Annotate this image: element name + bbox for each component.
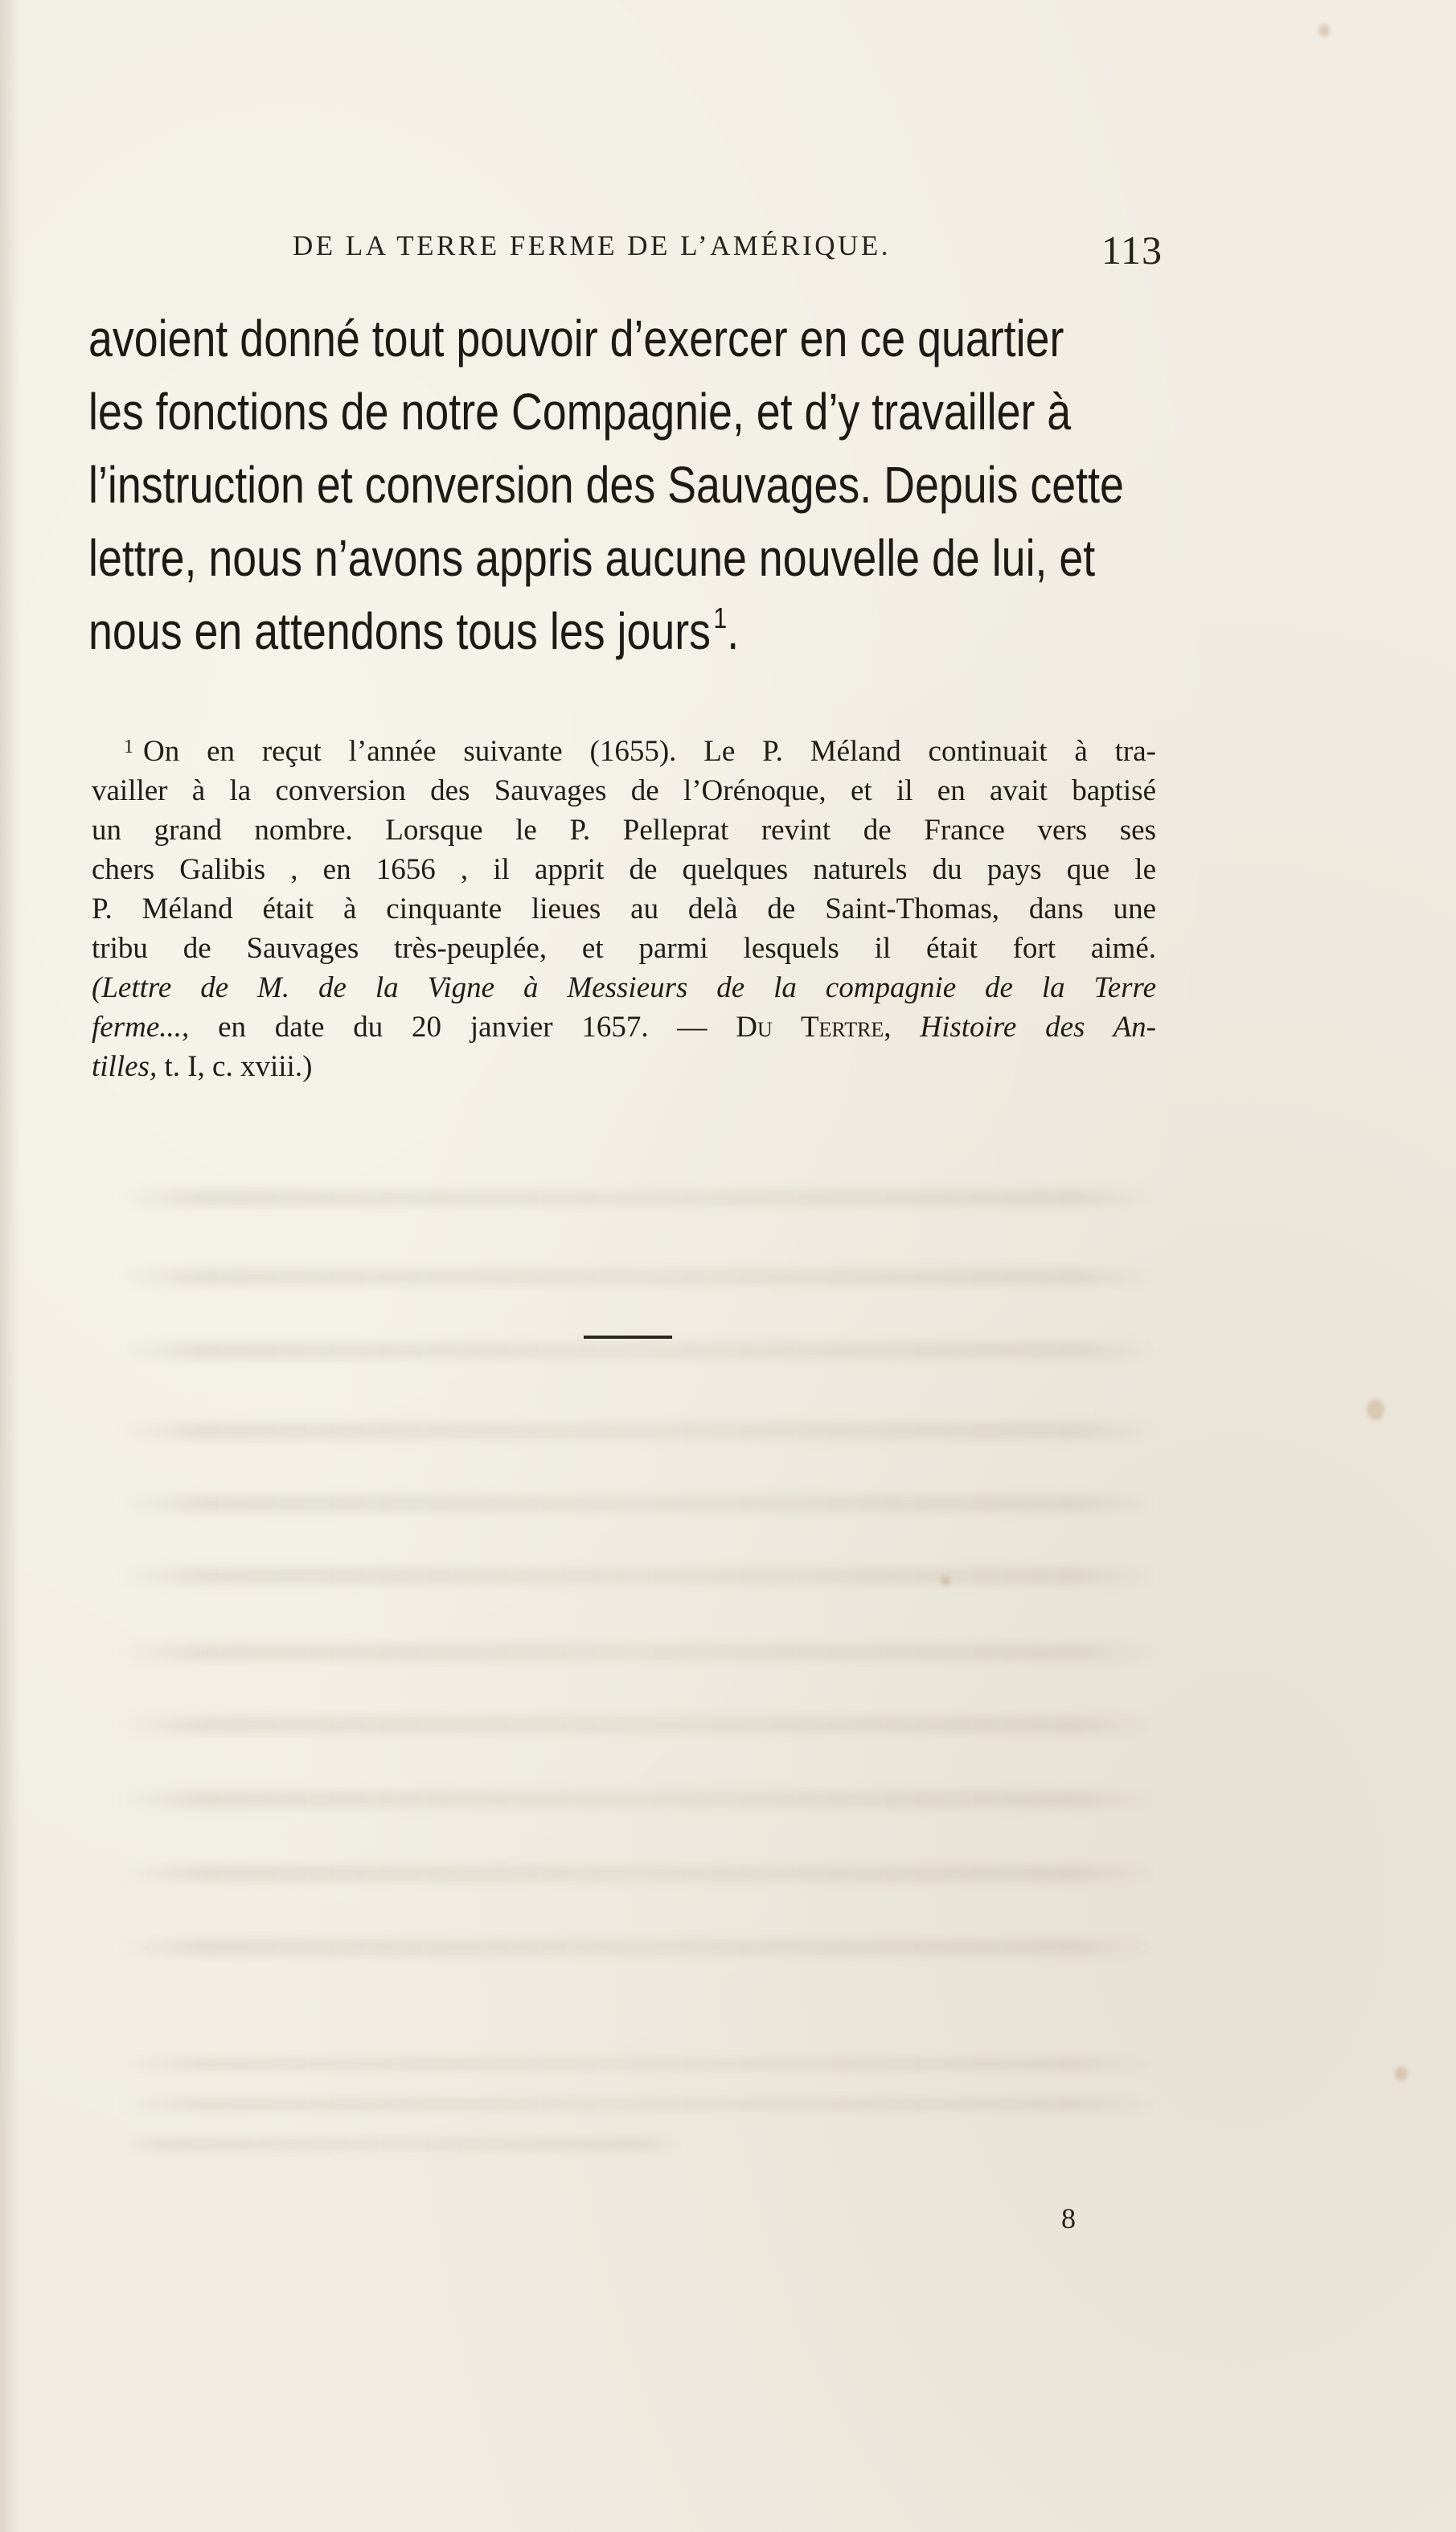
binding-shadow xyxy=(0,0,21,2532)
text-line-content: nous en attendons tous les jours xyxy=(88,602,712,660)
bleed-through-line xyxy=(121,2099,1158,2110)
bleed-through-line xyxy=(121,1423,1158,1439)
bleed-through-line xyxy=(121,1644,1158,1660)
section-divider xyxy=(584,1336,672,1339)
bleed-through-line xyxy=(121,1717,1158,1733)
bleed-through-line xyxy=(121,1939,1158,1955)
citation-italic: (Lettre de M. de la Vigne à Messieurs de la compagnie de la Terre xyxy=(92,971,1156,1004)
text-line: les fonctions de notre Compagnie, et d’y travailler à xyxy=(88,383,1072,441)
footnote-line: tribu de Sauvages très-peuplée, et parmi lesquels il était fort aimé. xyxy=(92,932,1156,965)
footnote xyxy=(92,732,1156,1086)
signature-mark: 8 xyxy=(1061,2202,1076,2234)
bleed-through-line xyxy=(121,1269,1158,1285)
citation-author: Du Tertre, xyxy=(736,1011,892,1044)
text-line: avoient donné tout pouvoir d’exercer en ce quartier xyxy=(88,310,1064,367)
text-line: lettre, nous n’avons appris aucune nouvelle de lui, et xyxy=(88,529,1096,587)
page-number: 113 xyxy=(1101,228,1163,273)
footnote-line: chers Galibis , en 1656 , il apprit de quelques naturels du pays que le xyxy=(92,853,1156,886)
bleed-through-line xyxy=(121,1496,1158,1512)
bleed-through-line xyxy=(121,1190,1158,1206)
bleed-through-line xyxy=(121,1568,1158,1584)
footnote-reference: 1 xyxy=(713,601,728,634)
footnote-line xyxy=(92,1047,1156,1086)
footnote-line: vailler à la conversion des Sauvages de l’Orénoque, et il en avait baptisé xyxy=(92,774,1156,807)
text-line: l’instruction et conversion des Sauvages. Depuis cette xyxy=(88,456,1124,514)
citation-work: tilles, xyxy=(92,1050,158,1083)
footnote-line: P. Méland était à cinquante lieues au delà de Saint-Thomas, dans une xyxy=(92,893,1156,925)
footnote-line: un grand nombre. Lorsque le P. Pelleprat revint de France vers ses xyxy=(92,814,1156,847)
closing-period: . xyxy=(727,602,740,660)
footnote-line xyxy=(92,1007,1156,1047)
citation-work: Histoire des An- xyxy=(891,1011,1156,1044)
bleed-through-line xyxy=(121,1343,1158,1359)
paper-speck xyxy=(941,1576,950,1586)
bleed-through-line xyxy=(121,1865,1158,1882)
footnote-mark: 1 xyxy=(124,737,133,757)
citation-reference: t. I, c. xviii.) xyxy=(157,1050,313,1083)
citation-italic: ferme..., xyxy=(92,1011,190,1044)
bleed-through-line xyxy=(121,2139,683,2150)
citation-date: en date du 20 janvier 1657. — xyxy=(189,1011,736,1044)
bleed-through-line xyxy=(121,2058,1158,2070)
bleed-through-line xyxy=(121,1791,1158,1808)
footnote-line xyxy=(92,968,1156,1007)
footnote-line xyxy=(92,732,1156,771)
running-title: DE LA TERRE FERME DE L’AMÉRIQUE. xyxy=(293,230,891,261)
text-line-last xyxy=(88,595,981,668)
running-header xyxy=(293,227,1163,275)
paper-speck xyxy=(1319,24,1330,37)
footnote-text: On en reçut l’année suivante (1655). Le P. Méland continuait à tra- xyxy=(143,735,1156,768)
paper-speck xyxy=(1367,1399,1384,1420)
main-text xyxy=(88,302,1124,668)
paper-speck xyxy=(1395,2066,1408,2081)
